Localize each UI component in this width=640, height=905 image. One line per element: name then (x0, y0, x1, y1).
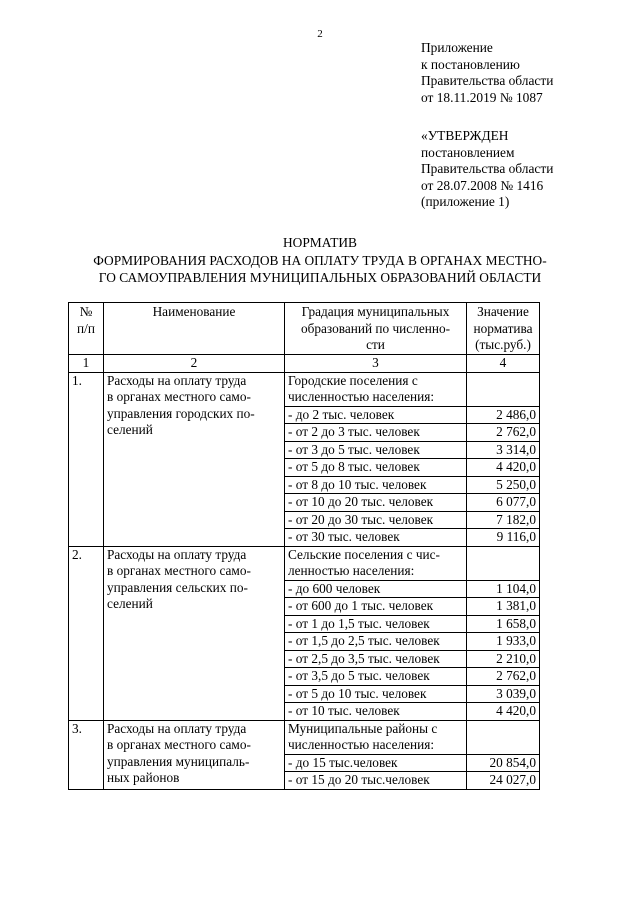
gradation-cell: - от 600 до 1 тыс. человек (285, 598, 467, 616)
gradation-cell: - от 8 до 10 тыс. человек (285, 476, 467, 494)
norm-value-cell: 2 486,0 (467, 406, 540, 424)
header-num-line: п/п (77, 320, 95, 336)
approved-line: постановлением (421, 144, 515, 160)
gradation-cell: - от 1 до 1,5 тыс. человек (285, 615, 467, 633)
section-group-label (285, 720, 467, 754)
column-index: 1 (69, 355, 104, 373)
section-name-line: селений (107, 596, 153, 611)
header-grad-line: сти (366, 337, 385, 352)
section-group-label (285, 546, 467, 580)
table-section-row (69, 546, 540, 580)
column-index: 3 (285, 355, 467, 373)
section-name-line: Расходы на оплату труда (107, 720, 247, 736)
norm-value-cell: 6 077,0 (467, 494, 540, 512)
header-value (467, 303, 540, 355)
header-gradation (285, 303, 467, 355)
section-name-line: Расходы на оплату труда (107, 546, 247, 562)
norm-value-cell: 20 854,0 (467, 754, 540, 772)
title-line-2: ФОРМИРОВАНИЯ РАСХОДОВ НА ОПЛАТУ ТРУДА В ОРГАНАХ МЕСТНО- (93, 252, 547, 268)
norm-table (68, 302, 540, 790)
section-value-empty (467, 372, 540, 406)
title-line-3: ГО САМОУПРАВЛЕНИЯ МУНИЦИПАЛЬНЫХ ОБРАЗОВАНИЙ ОБЛАСТИ (98, 270, 542, 285)
gradation-cell: - от 5 до 8 тыс. человек (285, 459, 467, 477)
gradation-cell: - от 20 до 30 тыс. человек (285, 511, 467, 529)
group-label-line: численностью населения: (288, 737, 435, 752)
gradation-cell: - от 15 до 20 тыс.человек (285, 772, 467, 790)
appendix-block (421, 40, 553, 106)
norm-value-cell: 3 314,0 (467, 441, 540, 459)
header-val-line: норматива (473, 320, 533, 336)
gradation-cell: - от 3,5 до 5 тыс. человек (285, 668, 467, 686)
table-section-row (69, 720, 540, 754)
norm-value-cell: 9 116,0 (467, 529, 540, 547)
table-section-row (69, 372, 540, 406)
norm-value-cell: 4 420,0 (467, 703, 540, 721)
section-name-line: управления сельских по- (107, 579, 248, 595)
norm-value-cell: 1 381,0 (467, 598, 540, 616)
gradation-cell: - до 2 тыс. человек (285, 406, 467, 424)
column-index: 2 (104, 355, 285, 373)
header-grad-line: образований по численно- (300, 320, 451, 336)
approved-line: Правительства области (421, 161, 554, 177)
section-name-line: Расходы на оплату труда (107, 372, 247, 388)
approved-line: (приложение 1) (421, 194, 510, 210)
appendix-line: Приложение (421, 40, 493, 55)
column-index: 4 (467, 355, 540, 373)
header-val-line: Значение (477, 304, 529, 319)
section-name-line: в органах местного само- (107, 389, 251, 404)
section-name (104, 546, 285, 720)
gradation-cell: - от 3 до 5 тыс. человек (285, 441, 467, 459)
section-value-empty (467, 720, 540, 754)
table-header-row (69, 303, 540, 355)
norm-value-cell: 2 762,0 (467, 424, 540, 442)
group-label-line: Городские поселения с (288, 372, 418, 388)
norm-value-cell: 5 250,0 (467, 476, 540, 494)
section-name-line: ных районов (107, 770, 180, 785)
section-name-line: в органах местного само- (107, 737, 251, 752)
title-line-1: НОРМАТИВ (283, 235, 357, 250)
gradation-cell: - до 15 тыс.человек (285, 754, 467, 772)
section-name (104, 372, 285, 546)
approved-line: «УТВЕРЖДЕН (421, 128, 509, 143)
page-number: 2 (317, 28, 323, 40)
norm-value-cell: 4 420,0 (467, 459, 540, 477)
gradation-cell: - от 10 до 20 тыс. человек (285, 494, 467, 512)
appendix-line: Правительства области (421, 73, 554, 89)
section-number: 3. (69, 720, 104, 789)
norm-value-cell: 1 658,0 (467, 615, 540, 633)
column-index-row (69, 355, 540, 373)
appendix-line: к постановлению (421, 56, 520, 72)
norm-value-cell: 7 182,0 (467, 511, 540, 529)
header-val-line: (тыс.руб.) (475, 337, 531, 352)
section-name-line: управления муниципаль- (107, 753, 250, 769)
section-number: 2. (69, 546, 104, 720)
section-value-empty (467, 546, 540, 580)
appendix-line: от 18.11.2019 № 1087 (421, 89, 543, 105)
header-name: Наименование (104, 303, 285, 355)
gradation-cell: - от 5 до 10 тыс. человек (285, 685, 467, 703)
group-label-line: Муниципальные районы с (288, 720, 438, 736)
gradation-cell: - от 2 до 3 тыс. человек (285, 424, 467, 442)
table-body (69, 372, 540, 789)
document-title (0, 234, 640, 287)
gradation-cell: - от 10 тыс. человек (285, 703, 467, 721)
group-label-line: Сельские поселения с чис- (288, 546, 440, 562)
norm-value-cell: 2 762,0 (467, 668, 540, 686)
section-group-label (285, 372, 467, 406)
header-grad-line: Градация муниципальных (301, 304, 450, 319)
section-name-line: в органах местного само- (107, 563, 251, 578)
header-num (69, 303, 104, 355)
approved-block (421, 128, 553, 211)
section-name-line: управления городских по- (107, 405, 255, 421)
group-label-line: численностью населения: (288, 389, 435, 404)
gradation-cell: - от 2,5 до 3,5 тыс. человек (285, 650, 467, 668)
gradation-cell: - до 600 человек (285, 580, 467, 598)
section-number: 1. (69, 372, 104, 546)
norm-value-cell: 2 210,0 (467, 650, 540, 668)
norm-value-cell: 1 933,0 (467, 633, 540, 651)
norm-value-cell: 1 104,0 (467, 580, 540, 598)
gradation-cell: - от 30 тыс. человек (285, 529, 467, 547)
header-num-line: № (79, 304, 93, 319)
norm-value-cell: 24 027,0 (467, 772, 540, 790)
section-name (104, 720, 285, 789)
section-name-line: селений (107, 422, 153, 437)
approved-line: от 28.07.2008 № 1416 (421, 177, 544, 193)
norm-value-cell: 3 039,0 (467, 685, 540, 703)
group-label-line: ленностью населения: (288, 563, 415, 578)
gradation-cell: - от 1,5 до 2,5 тыс. человек (285, 633, 467, 651)
